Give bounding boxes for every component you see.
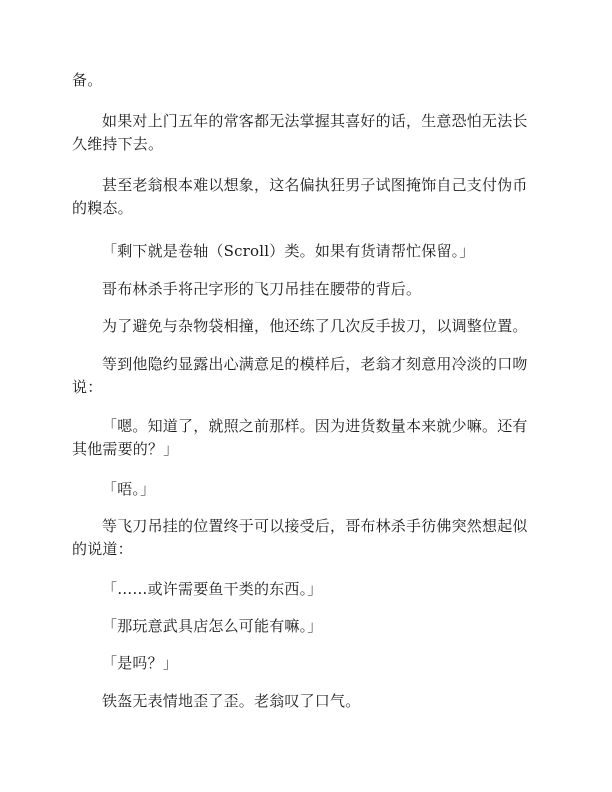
paragraph-6: 为了避免与杂物袋相撞，他还练了几次反手拔刀，以调整位置。 [102, 317, 528, 335]
paragraph-2: 如果对上门五年的常客都无法掌握其喜好的话，生意恐怕无法长久维持下去。 [72, 112, 528, 153]
paragraph-4: 「剩下就是卷轴（Scroll）类。如果有货请帮忙保留。」 [102, 242, 475, 260]
paragraph-3: 甚至老翁根本难以想象，这名偏执狂男子试图掩饰自己支付伪币的糗态。 [72, 176, 528, 217]
paragraph-9: 「唔。」 [102, 480, 156, 498]
paragraph-12: 「那玩意武具店怎么可能有嘛。」 [102, 617, 323, 635]
paragraph-11: 「……或许需要鱼干类的东西。」 [102, 580, 323, 598]
paragraph-14: 铁盔无表情地歪了歪。老翁叹了口气。 [102, 692, 361, 710]
paragraph-13: 「是吗？」 [102, 654, 179, 672]
paragraph-10: 等飞刀吊挂的位置终于可以接受后，哥布林杀手彷佛突然想起似的说道： [72, 517, 528, 558]
paragraph-5: 哥布林杀手将卍字形的飞刀吊挂在腰带的背后。 [102, 280, 422, 298]
paragraph-1: 备。 [72, 71, 103, 89]
paragraph-8: 「嗯。知道了，就照之前那样。因为进货数量本来就少嘛。还有其他需要的？」 [72, 417, 528, 458]
paragraph-7: 等到他隐约显露出心满意足的模样后，老翁才刻意用冷淡的口吻说： [72, 355, 528, 396]
